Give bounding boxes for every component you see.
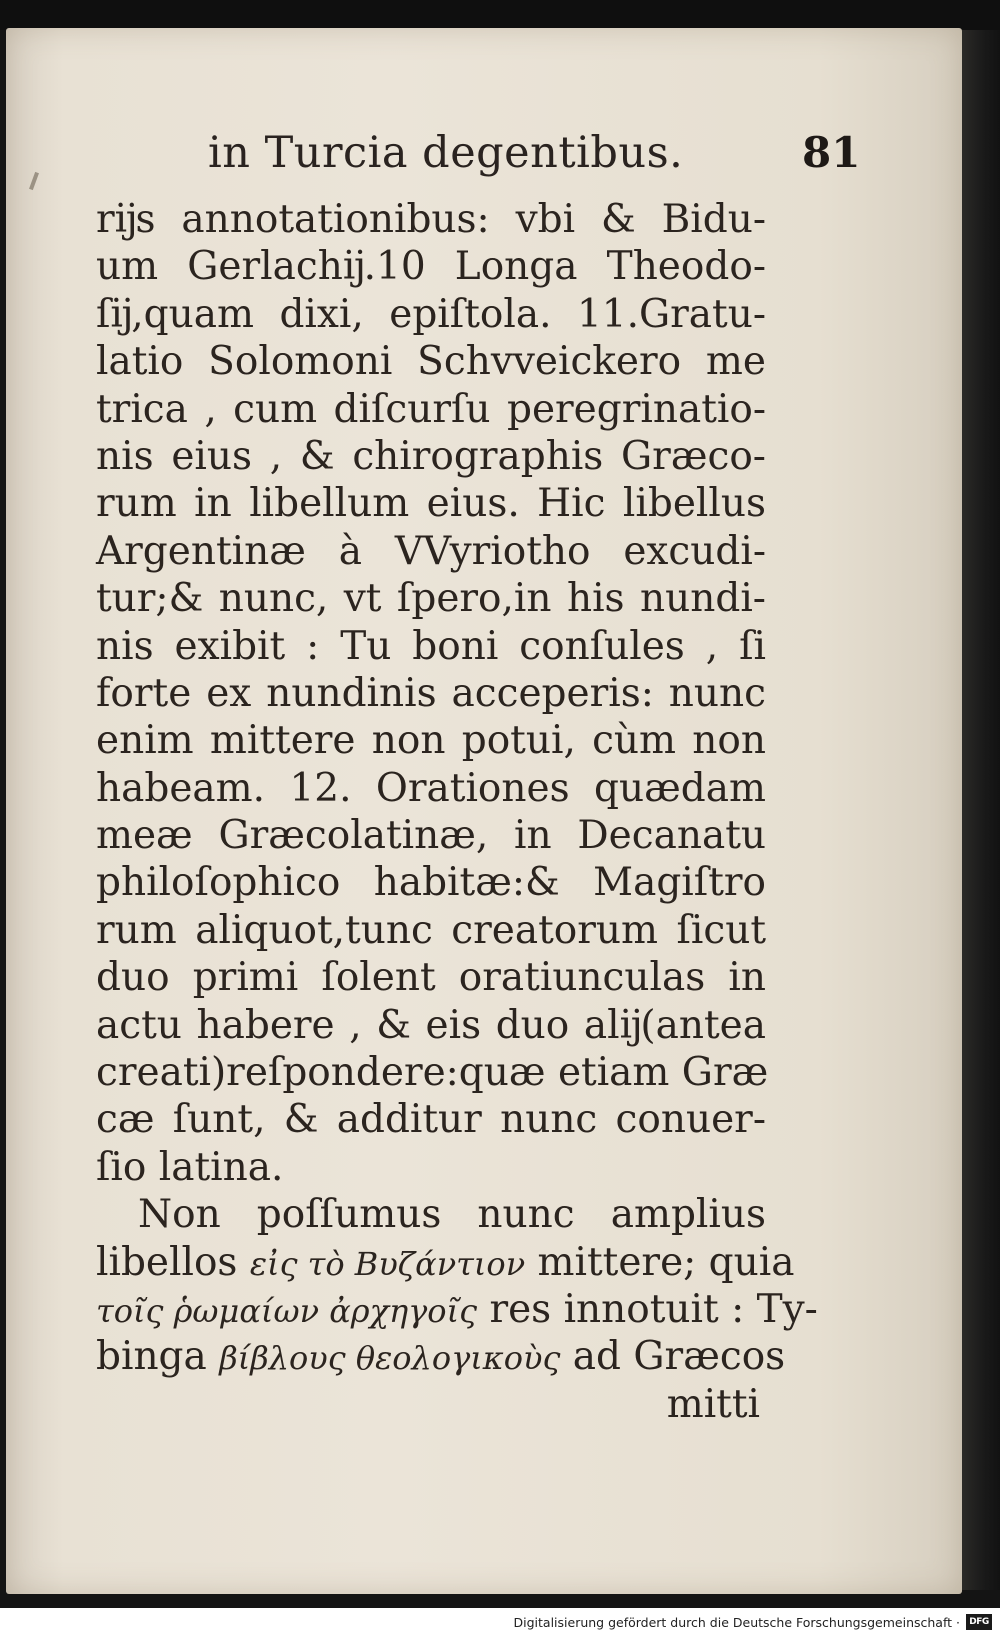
text-line: actu habere , & eis duo alĳ(antea xyxy=(96,1002,766,1048)
text-line: forte ex nundinis acceperis: nunc xyxy=(96,670,766,716)
funding-credit: Digitalisierung gefördert durch die Deutsche Forschungsgemeinschaft · xyxy=(513,1615,960,1630)
latin-text: mittere; quia xyxy=(537,1239,795,1285)
paragraph-start-line: Non poſſumus nunc amplius xyxy=(138,1192,766,1238)
text-line: tur;& nunc, vt ſpero,in his nundi- xyxy=(96,576,766,622)
dfg-logo: DFG xyxy=(966,1614,992,1630)
text-line: rĳs annotationibus: vbi & Bidu- xyxy=(96,197,766,242)
latin-text: ad Græcos xyxy=(572,1334,786,1380)
text-line: um Gerlachĳ.10 Longa Theodo- xyxy=(96,244,766,290)
text-line: nis exibit : Tu boni conſules , ſi xyxy=(96,623,766,669)
page-number: 81 xyxy=(802,128,861,177)
latin-text: libellos xyxy=(96,1239,238,1285)
text-line-with-greek xyxy=(96,1286,818,1333)
greek-text: τοῖς ῥωμαίων ἀρχηγοῖς xyxy=(96,1291,478,1330)
text-line: Argentinæ à VVyriotho excudi- xyxy=(96,528,766,574)
latin-text: binga xyxy=(96,1334,207,1380)
latin-text: res innotuit : Ty- xyxy=(489,1286,818,1332)
text-line-with-greek xyxy=(96,1333,786,1380)
greek-text: εἰς τὸ Βυζάντιον xyxy=(249,1244,526,1283)
scan-top-border xyxy=(0,0,1000,30)
running-title: in Turcia degentibus. xyxy=(208,128,684,178)
text-line: rum aliquot,tunc creatorum ſicut xyxy=(96,907,766,953)
text-line: meæ Græcolatinæ, in Decanatu xyxy=(96,813,766,859)
text-line-with-greek xyxy=(96,1239,795,1286)
scan-right-border xyxy=(962,30,1000,1590)
greek-text: βίβλους θεολογικοὺς xyxy=(219,1339,561,1378)
text-line: nis eius , & chirographis Græco- xyxy=(96,433,766,479)
text-line: duo primi ſolent oratiunculas in xyxy=(96,955,766,1001)
text-line: ſĳ,quam dixi, epiſtola. 11.Gratu- xyxy=(96,291,766,337)
text-line: trica , cum diſcurſu peregrinatio- xyxy=(96,386,766,432)
text-line: habeam. 12. Orationes quædam xyxy=(96,765,766,811)
text-line: ſio latina. xyxy=(96,1144,284,1190)
running-head xyxy=(0,128,1000,188)
text-line: enim mittere non potui, cùm non xyxy=(96,718,766,764)
text-line: rum in libellum eius. Hic libellus xyxy=(96,481,766,527)
text-line: latio Solomoni Schvveickero me xyxy=(96,339,766,385)
text-line: cæ ſunt, & additur nunc conuer- xyxy=(96,1097,766,1143)
body-text xyxy=(96,196,818,1428)
text-line: philoſophico habitæ:& Magiſtro xyxy=(96,860,766,906)
text-line: creati)reſpondere:quæ etiam Græ xyxy=(96,1050,769,1096)
footer-bar xyxy=(0,1608,1000,1639)
catchword: mitti xyxy=(666,1381,760,1427)
